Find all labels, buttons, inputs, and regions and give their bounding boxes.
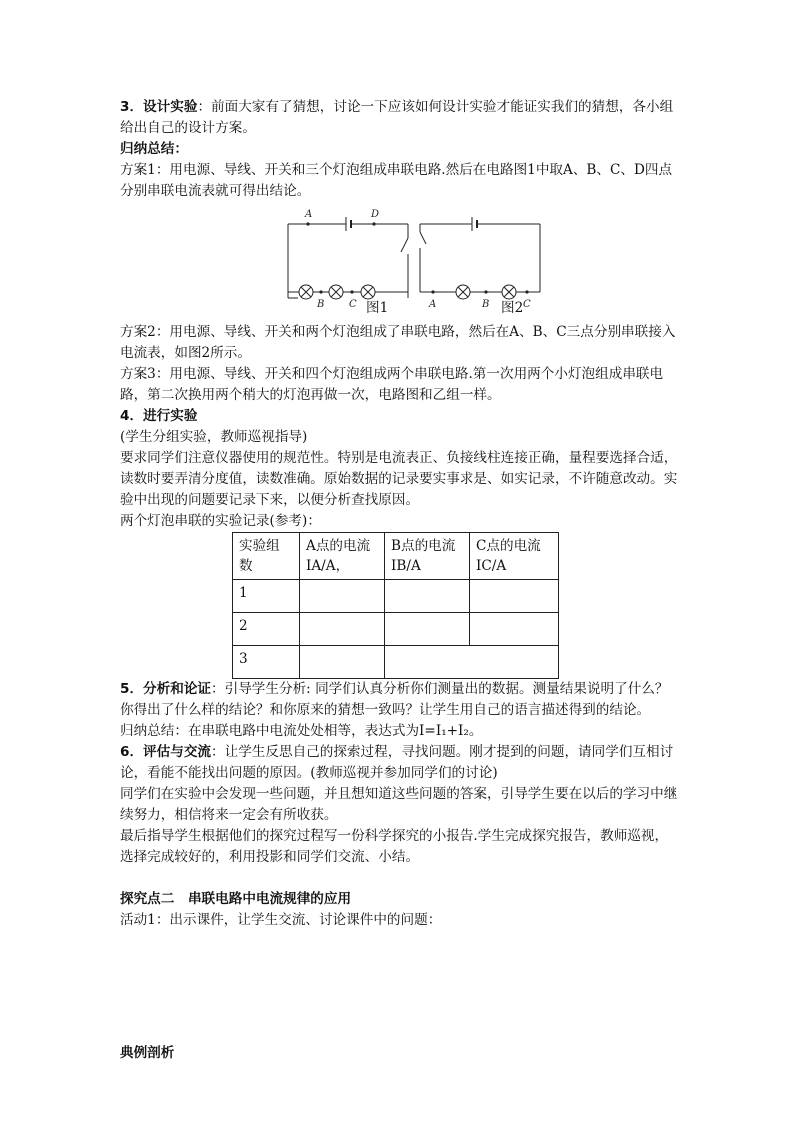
table-header: C点的电流IC/A xyxy=(470,533,559,580)
plan-1: 方案1：用电源、导线、开关和三个灯泡组成串联电路.然后在电路图1中取A、B、C、D四点分别串联电流表就可得出结论。 xyxy=(120,162,673,199)
fig2-caption: 图2 xyxy=(501,300,524,316)
activity-1: 活动1：出示课件，让学生交流、讨论课件中的问题： xyxy=(120,912,442,928)
fig1-label-c: C xyxy=(349,299,357,310)
circuit-diagram xyxy=(120,204,680,322)
spacer xyxy=(120,987,680,1043)
table-row xyxy=(233,646,559,679)
example-heading: 典例剖析 xyxy=(120,1045,175,1061)
table-header-row xyxy=(233,533,559,580)
table-cell xyxy=(300,646,385,679)
section-3-text: ：前面大家有了猜想，讨论一下应该如何设计实验才能证实我们的猜想，各小组给出自己的设计方案。 xyxy=(120,99,674,136)
table-cell xyxy=(300,613,385,646)
fig1-label-d: D xyxy=(371,209,380,220)
record-table xyxy=(232,532,559,679)
section-4-heading: 4．进行实验 xyxy=(120,408,198,424)
section-6-para-2: 同学们在实验中会发现一些问题，并且想知道这些问题的答案，引导学生要在以后的学习中继续努力，相信将来一定会有所收获。 xyxy=(120,786,678,823)
section-6-para-3: 最后指导学生根据他们的探究过程写一份科学探究的小报告.学生完成探究报告，教师巡视，选择完成较好的，利用投影和同学们交流、小结。 xyxy=(120,828,669,865)
circuit-1 xyxy=(288,217,408,299)
fig2-label-a: A xyxy=(429,299,437,310)
table-header: 实验组数 xyxy=(233,533,300,580)
fig2-label-c: C xyxy=(523,299,531,310)
section-5-heading: 5．分析和论证 xyxy=(120,681,212,697)
point-2-heading: 探究点二 串联电路中电流规律的应用 xyxy=(120,891,352,907)
table-cell: 2 xyxy=(233,613,300,646)
table-header: A点的电流IA/A， xyxy=(300,533,385,580)
fig1-label-b: B xyxy=(317,299,325,310)
fig1-caption: 图1 xyxy=(366,300,389,316)
section-6 xyxy=(120,742,680,784)
table-cell: 3 xyxy=(233,646,300,679)
table-cell xyxy=(385,646,559,679)
fig1-label-a: A xyxy=(305,209,313,220)
spacer xyxy=(120,931,680,987)
table-cell xyxy=(300,580,385,613)
table-intro: 两个灯泡串联的实验记录(参考)： xyxy=(120,513,321,529)
fig2-label-b: B xyxy=(482,299,490,310)
table-cell: 1 xyxy=(233,580,300,613)
table-header: B点的电流IB/A xyxy=(385,533,470,580)
table-cell xyxy=(470,613,559,646)
section-3 xyxy=(120,97,680,139)
table-cell xyxy=(385,613,470,646)
section-5-summary: 归纳总结：在串联电路中电流处处相等，表达式为I=I₁+I₂。 xyxy=(120,723,483,739)
table-row xyxy=(233,613,559,646)
document-page xyxy=(120,97,680,1064)
spacer xyxy=(120,868,680,889)
section-4-requirements: 要求同学们注意仪器使用的规范性。特别是电流表正、负接线柱连接正确，量程要选择合适，读数时要弄清分度值，读数准确。原始数据的记录要实事求是、如实记录，不许随意改动。实验中出现的问题要记录下来，以便分析查找原因。 xyxy=(120,450,678,508)
table-row xyxy=(233,580,559,613)
circuit-figures xyxy=(120,204,680,322)
table-cell xyxy=(470,580,559,613)
summary-heading: 归纳总结： xyxy=(120,141,188,157)
plan-3: 方案3：用电源、导线、开关和四个灯泡组成两个串联电路.第一次用两个小灯泡组成串联电路，第二次换用两个稍大的灯泡再做一次，电路图和乙组一样。 xyxy=(120,366,664,403)
circuit-2 xyxy=(420,217,540,299)
table-cell xyxy=(385,580,470,613)
section-6-heading: 6．评估与交流 xyxy=(120,744,212,760)
section-5 xyxy=(120,679,680,721)
section-3-heading: 3．设计实验 xyxy=(120,99,198,115)
section-4-note: (学生分组实验，教师巡视指导) xyxy=(120,429,308,445)
section-6-text: ：让学生反思自己的探索过程，寻找问题。刚才提到的问题，请同学们互相讨论，看能不能找出问题的原因。(教师巡视并参加同学们的讨论) xyxy=(120,744,674,781)
plan-2: 方案2：用电源、导线、开关和两个灯泡组成了串联电路，然后在A、B、C三点分别串联接入电流表，如图2所示。 xyxy=(120,324,676,361)
section-5-text: ：引导学生分析: 同学们认真分析你们测量出的数据。测量结果说明了什么？你得出了什么样的结论？和你原来的猜想一致吗？让学生用自己的语言描述得到的结论。 xyxy=(120,681,669,718)
